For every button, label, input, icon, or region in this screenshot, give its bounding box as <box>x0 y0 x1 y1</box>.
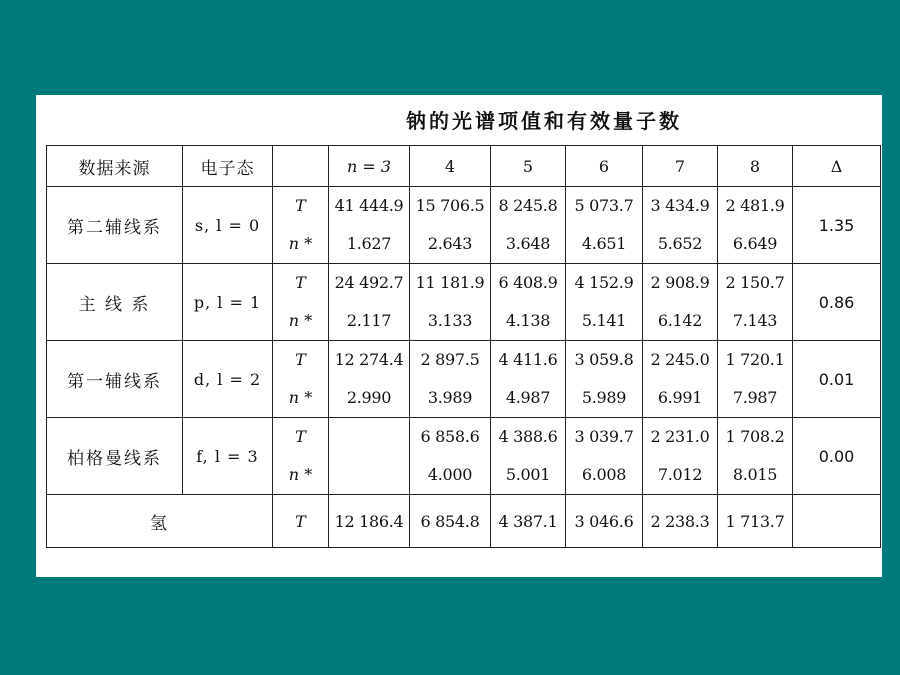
row-state: d, l = 2 <box>183 341 273 418</box>
header-delta: Δ <box>793 146 881 187</box>
table-row <box>47 187 881 264</box>
T-value: 1 720.1 <box>725 350 785 369</box>
T-value: 3 434.9 <box>650 196 710 215</box>
cell-value <box>718 341 793 418</box>
hydrogen-T-value: 6 854.8 <box>410 495 491 548</box>
cell-value <box>566 341 643 418</box>
T-value: 2 150.7 <box>725 273 785 292</box>
n-value: 4.138 <box>505 311 551 330</box>
hydrogen-T-value: 2 238.3 <box>643 495 718 548</box>
cell-value <box>329 187 410 264</box>
row-source: 柏格曼线系 <box>47 418 183 495</box>
n-value: 3.648 <box>505 234 551 253</box>
cell-value <box>410 264 491 341</box>
hydrogen-source: 氢 <box>47 495 273 548</box>
n-value: 2.643 <box>427 234 473 253</box>
cell-value <box>566 187 643 264</box>
symbol-T: T <box>295 350 306 369</box>
n-value: 4.987 <box>505 388 551 407</box>
hydrogen-T-value: 1 713.7 <box>718 495 793 548</box>
row-delta: 1.35 <box>793 187 881 264</box>
header-row <box>47 146 881 187</box>
row-state: s, l = 0 <box>183 187 273 264</box>
header-col-6: 6 <box>566 146 643 187</box>
n-value: 6.142 <box>657 311 703 330</box>
table-row <box>47 418 881 495</box>
T-value: 6 408.9 <box>498 273 558 292</box>
cell-value <box>643 341 718 418</box>
n-value: 2.990 <box>346 388 392 407</box>
n-value: 6.991 <box>657 388 703 407</box>
n-value: 1.627 <box>346 234 392 253</box>
T-value: 3 039.7 <box>574 427 634 446</box>
row-source: 第一辅线系 <box>47 341 183 418</box>
symbol-n: n * <box>288 234 313 253</box>
n-value: 6.008 <box>581 465 627 484</box>
row-symbols <box>273 341 329 418</box>
row-state: f, l = 3 <box>183 418 273 495</box>
T-value: 5 073.7 <box>574 196 634 215</box>
cell-value <box>410 187 491 264</box>
T-value: 2 481.9 <box>725 196 785 215</box>
T-value: 12 274.4 <box>334 350 404 369</box>
hydrogen-T-value: 12 186.4 <box>329 495 410 548</box>
cell-value <box>329 418 410 495</box>
row-source: 主 线 系 <box>47 264 183 341</box>
cell-value <box>491 187 566 264</box>
slide <box>36 95 882 577</box>
T-value: 6 858.6 <box>420 427 480 446</box>
cell-value <box>643 264 718 341</box>
cell-value <box>718 187 793 264</box>
n-value: 5.141 <box>581 311 627 330</box>
T-value: 2 231.0 <box>650 427 710 446</box>
symbol-n: n * <box>288 388 313 407</box>
cell-value <box>410 418 491 495</box>
n-value: 4.651 <box>581 234 627 253</box>
cell-value <box>566 264 643 341</box>
hydrogen-T-value: 4 387.1 <box>491 495 566 548</box>
cell-value <box>718 264 793 341</box>
n-value <box>329 456 409 494</box>
T-value: 4 152.9 <box>574 273 634 292</box>
header-col-n3: n = 3 <box>329 146 410 187</box>
T-value: 11 181.9 <box>415 273 485 292</box>
header-state: 电子态 <box>183 146 273 187</box>
T-value: 4 411.6 <box>498 350 558 369</box>
cell-value <box>643 187 718 264</box>
cell-value <box>410 341 491 418</box>
row-symbols <box>273 187 329 264</box>
n-value: 7.012 <box>657 465 703 484</box>
header-col-7: 7 <box>643 146 718 187</box>
n-value: 5.652 <box>657 234 703 253</box>
row-source: 第二辅线系 <box>47 187 183 264</box>
T-value: 15 706.5 <box>415 196 485 215</box>
row-delta: 0.00 <box>793 418 881 495</box>
T-value: 2 897.5 <box>420 350 480 369</box>
T-value: 24 492.7 <box>334 273 404 292</box>
hydrogen-row <box>47 495 881 548</box>
n-value: 5.001 <box>505 465 551 484</box>
cell-value <box>329 264 410 341</box>
cell-value <box>643 418 718 495</box>
header-col-5: 5 <box>491 146 566 187</box>
symbol-T: T <box>295 427 306 446</box>
hydrogen-T-value: 3 046.6 <box>566 495 643 548</box>
T-value: 4 388.6 <box>498 427 558 446</box>
header-col-4: 4 <box>410 146 491 187</box>
n-value: 3.989 <box>427 388 473 407</box>
cell-value <box>718 418 793 495</box>
n-value: 3.133 <box>427 311 473 330</box>
n-value: 2.117 <box>346 311 392 330</box>
table-title: 钠的光谱项值和有效量子数 <box>406 109 682 133</box>
spectral-terms-table <box>46 145 881 548</box>
header-source: 数据来源 <box>47 146 183 187</box>
T-value: 3 059.8 <box>574 350 634 369</box>
T-value: 2 908.9 <box>650 273 710 292</box>
row-delta: 0.86 <box>793 264 881 341</box>
hydrogen-symbol: T <box>273 495 329 548</box>
symbol-n: n * <box>288 465 313 484</box>
n-value: 6.649 <box>732 234 778 253</box>
T-value: 41 444.9 <box>334 196 404 215</box>
cell-value <box>566 418 643 495</box>
hydrogen-delta <box>793 495 881 548</box>
n-value: 5.989 <box>581 388 627 407</box>
row-state: p, l = 1 <box>183 264 273 341</box>
n-value: 7.143 <box>732 311 778 330</box>
symbol-n: n * <box>288 311 313 330</box>
cell-value <box>491 341 566 418</box>
row-delta: 0.01 <box>793 341 881 418</box>
cell-value <box>491 418 566 495</box>
cell-value <box>491 264 566 341</box>
header-symbol <box>273 146 329 187</box>
T-value <box>329 418 409 456</box>
row-symbols <box>273 418 329 495</box>
T-value: 8 245.8 <box>498 196 558 215</box>
T-value: 2 245.0 <box>650 350 710 369</box>
n-value: 4.000 <box>427 465 473 484</box>
header-col-8: 8 <box>718 146 793 187</box>
symbol-T: T <box>295 273 306 292</box>
cell-value <box>329 341 410 418</box>
row-symbols <box>273 264 329 341</box>
symbol-T: T <box>295 196 306 215</box>
n-value: 7.987 <box>732 388 778 407</box>
T-value: 1 708.2 <box>725 427 785 446</box>
table-row <box>47 341 881 418</box>
table-row <box>47 264 881 341</box>
n-value: 8.015 <box>732 465 778 484</box>
